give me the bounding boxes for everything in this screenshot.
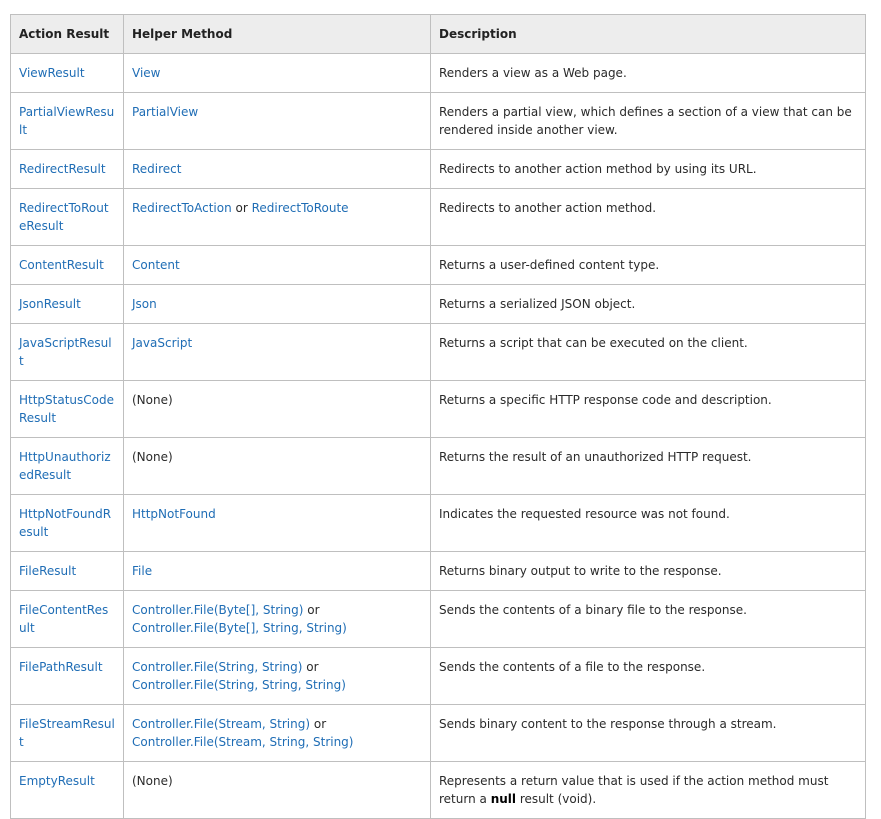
helper-method-text: (None): [132, 774, 173, 788]
action-result-link-filecontentresult[interactable]: FileContentResult: [19, 603, 109, 635]
helper-method-cell: [124, 150, 431, 189]
description-text: Represents a return value that is used if the action method must return a: [439, 774, 829, 806]
table-row: [11, 285, 866, 324]
helper-method-cell: [124, 762, 431, 819]
description-text: Returns a user-defined content type.: [439, 258, 660, 272]
helper-method-cell: [124, 495, 431, 552]
helper-method-link[interactable]: Content: [132, 258, 180, 272]
action-results-table: [10, 14, 866, 819]
helper-method-cell: [124, 552, 431, 591]
helper-method-link[interactable]: PartialView: [132, 105, 199, 119]
helper-method-cell: [124, 189, 431, 246]
action-result-cell: [11, 762, 124, 819]
helper-method-link[interactable]: Redirect: [132, 162, 182, 176]
action-result-cell: [11, 285, 124, 324]
description-cell: [431, 54, 866, 93]
action-result-cell: [11, 438, 124, 495]
helper-method-link[interactable]: RedirectToRoute: [251, 201, 349, 215]
helper-method-cell: [124, 324, 431, 381]
action-result-cell: [11, 648, 124, 705]
helper-method-cell: [124, 438, 431, 495]
action-result-link-javascriptresult[interactable]: JavaScriptResult: [19, 336, 112, 368]
helper-method-link[interactable]: RedirectToAction: [132, 201, 232, 215]
description-text: Renders a view as a Web page.: [439, 66, 627, 80]
table-row: [11, 438, 866, 495]
description-text: Returns a serialized JSON object.: [439, 297, 636, 311]
action-result-link-jsonresult[interactable]: JsonResult: [19, 297, 81, 311]
header-description: Description: [431, 15, 866, 54]
action-result-cell: [11, 591, 124, 648]
helper-method-cell: [124, 93, 431, 150]
action-result-link-contentresult[interactable]: ContentResult: [19, 258, 104, 272]
description-cell: [431, 150, 866, 189]
helper-method-cell: [124, 705, 431, 762]
action-result-link-partialviewresult[interactable]: PartialViewResult: [19, 105, 115, 137]
table-row: [11, 648, 866, 705]
action-result-cell: [11, 381, 124, 438]
action-result-link-redirecttorouteresult[interactable]: RedirectToRouteResult: [19, 201, 109, 233]
description-cell: [431, 648, 866, 705]
description-text: Returns a specific HTTP response code and description.: [439, 393, 772, 407]
table-row: [11, 54, 866, 93]
action-result-link-fileresult[interactable]: FileResult: [19, 564, 77, 578]
helper-method-text: (None): [132, 450, 173, 464]
description-cell: [431, 552, 866, 591]
helper-method-link[interactable]: Controller.File(Byte[], String, String): [132, 621, 347, 635]
description-cell: [431, 324, 866, 381]
description-text: Redirects to another action method by using its URL.: [439, 162, 757, 176]
description-cell: [431, 438, 866, 495]
helper-method-cell: [124, 246, 431, 285]
description-cell: [431, 189, 866, 246]
description-text: result (void).: [516, 792, 597, 806]
description-cell: [431, 591, 866, 648]
table-row: [11, 762, 866, 819]
description-text: Returns a script that can be executed on the client.: [439, 336, 748, 350]
helper-method-link[interactable]: View: [132, 66, 161, 80]
helper-method-cell: [124, 381, 431, 438]
helper-method-text: (None): [132, 393, 173, 407]
action-result-link-redirectresult[interactable]: RedirectResult: [19, 162, 106, 176]
description-text: Indicates the requested resource was not found.: [439, 507, 730, 521]
description-text: Sends the contents of a file to the response.: [439, 660, 706, 674]
table-row: [11, 591, 866, 648]
helper-method-link[interactable]: Controller.File(Stream, String): [132, 717, 311, 731]
helper-method-text: or: [231, 201, 252, 215]
action-result-cell: [11, 246, 124, 285]
helper-method-text: or: [303, 603, 320, 617]
helper-method-text: or: [310, 717, 327, 731]
action-result-link-emptyresult[interactable]: EmptyResult: [19, 774, 95, 788]
action-result-link-filepathresult[interactable]: FilePathResult: [19, 660, 103, 674]
description-cell: [431, 246, 866, 285]
table-row: [11, 495, 866, 552]
table-row: [11, 150, 866, 189]
description-text: Renders a partial view, which defines a section of a view that can be rendered inside another view.: [439, 105, 852, 137]
header-action-result: Action Result: [11, 15, 124, 54]
description-text: Returns binary output to write to the response.: [439, 564, 722, 578]
action-result-cell: [11, 705, 124, 762]
action-result-cell: [11, 54, 124, 93]
helper-method-link[interactable]: Controller.File(Byte[], String): [132, 603, 304, 617]
table-row: [11, 93, 866, 150]
helper-method-link[interactable]: Json: [132, 297, 157, 311]
helper-method-cell: [124, 591, 431, 648]
action-result-cell: [11, 93, 124, 150]
helper-method-link[interactable]: JavaScript: [132, 336, 193, 350]
helper-method-cell: [124, 54, 431, 93]
description-text: Sends binary content to the response through a stream.: [439, 717, 777, 731]
table-row: [11, 189, 866, 246]
description-keyword: null: [490, 792, 516, 806]
action-result-link-viewresult[interactable]: ViewResult: [19, 66, 85, 80]
description-cell: [431, 495, 866, 552]
table-row: [11, 246, 866, 285]
table-row: [11, 552, 866, 591]
description-text: Sends the contents of a binary file to the response.: [439, 603, 747, 617]
action-result-link-httpnotfoundresult[interactable]: HttpNotFoundResult: [19, 507, 112, 539]
helper-method-cell: [124, 648, 431, 705]
helper-method-link[interactable]: Controller.File(Stream, String, String): [132, 735, 354, 749]
description-text: Redirects to another action method.: [439, 201, 657, 215]
action-result-link-httpstatuscoderesult[interactable]: HttpStatusCodeResult: [19, 393, 115, 425]
helper-method-link[interactable]: HttpNotFound: [132, 507, 216, 521]
helper-method-cell: [124, 285, 431, 324]
description-text: Returns the result of an unauthorized HTTP request.: [439, 450, 752, 464]
helper-method-link[interactable]: File: [132, 564, 153, 578]
helper-method-text: or: [302, 660, 319, 674]
description-cell: [431, 93, 866, 150]
helper-method-link[interactable]: Controller.File(String, String, String): [132, 678, 346, 692]
table-header-row: [11, 15, 866, 54]
table-row: [11, 381, 866, 438]
description-cell: [431, 762, 866, 819]
table-body: [11, 54, 866, 819]
action-result-cell: [11, 552, 124, 591]
description-cell: [431, 285, 866, 324]
table-row: [11, 324, 866, 381]
action-result-cell: [11, 324, 124, 381]
helper-method-link[interactable]: Controller.File(String, String): [132, 660, 303, 674]
action-result-cell: [11, 189, 124, 246]
header-helper-method: Helper Method: [124, 15, 431, 54]
description-cell: [431, 381, 866, 438]
action-result-link-httpunauthorizedresult[interactable]: HttpUnauthorizedResult: [19, 450, 111, 482]
description-cell: [431, 705, 866, 762]
table-row: [11, 705, 866, 762]
action-result-link-filestreamresult[interactable]: FileStreamResult: [19, 717, 115, 749]
action-result-cell: [11, 150, 124, 189]
action-result-cell: [11, 495, 124, 552]
